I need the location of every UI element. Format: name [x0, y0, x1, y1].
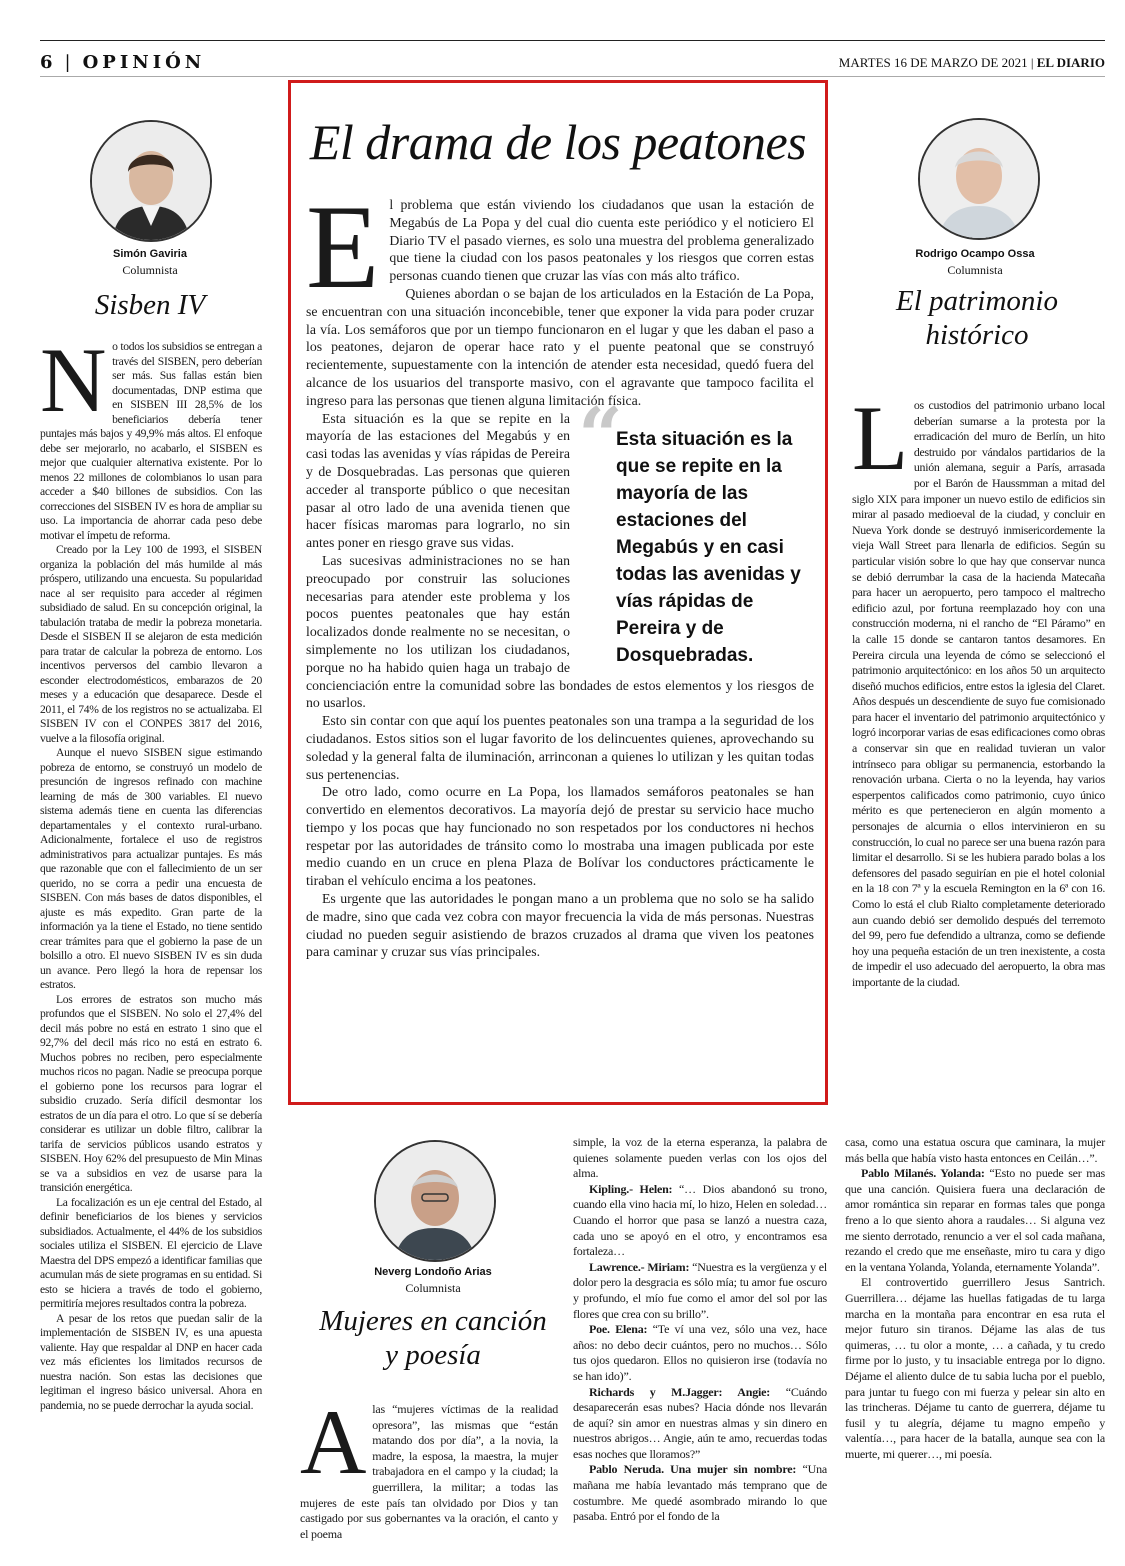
title-line-1: El patrimonio [896, 285, 1058, 317]
column-body-sisben [40, 329, 262, 1413]
paragraph: La focalización es un eje central del Estado, al definir beneficiarios de los bienes y servicios subsidiados. Actualmente, el 44% de los subsidios sociales utiliza el SISBEN. El ejercicio de Llave Maestra del DPS empezó a identificar familias que acumulan más de siete programas en su entidad. Si esto se hiciera a través de todo el gobierno, permitiría mejores resultados contra la pobreza. [40, 1195, 262, 1310]
paragraph: Creado por la Ley 100 de 1993, el SISBEN organiza la población del más humilde al más próspero, utilizando una encuesta. Su popularidad nace al ser requisito para acceder al régimen subsidiado de salud. En su concepción original, la tabulación trataba de medir la pobreza monetaria. Desde el SISBEN II se alejaron de esta medición para tratar de calcular la pobreza de entorno. Los incentivos perversos del cambio llevaron a esconder electrodomésticos, embarazos de 20 meses y a educación que desaparece. Desde el 2011, el 74% de los registros no se actualizaba. El SISBEN IV con el CONPES 3817 del 2016, vuelve a la filosofía original. [40, 543, 262, 745]
author-photo-simon [90, 120, 212, 242]
paper-name: EL DIARIO [1036, 55, 1105, 70]
paragraph: Es urgente que las autoridades le pongan mano a un problema que no solo se ha salido de madre, sino que cada vez cobra con mayor frecuencia la vida de más personas. Nuestras ciudad no pueden seguir asistiendo de brazos cruzados al drama que viven los peatones para caminar y cruzar sus vías principales. [306, 891, 814, 960]
paragraph: l problema que están viviendo los ciudadanos que usan la estación de Megabús de La Popa y del cual dio cuenta este periódico y el noticiero El Diario TV el pasado viernes, es solo una muestra del problema generalizado que tiene la ciudad con los pasos peatonales y los riesgos que corren estas personas cuando tienen que cruzar las vías con más alto tráfico. [389, 197, 814, 284]
column-title-sisben: Sisben IV [94, 289, 206, 321]
paragraph: Aunque el nuevo SISBEN sigue estimando pobreza de entorno, se construyó un modelo de presunción de ingresos refinado con machine learning de más de 300 variables. El nuevo sistema además tiene en cuenta las diferencias departamentales y el contexto rural-urbano. Adicionalmente, fortalece el uso de registros administrativos para actualizar puntajes. Es más que razonable que con el fallecimiento de un ser querido, no se corra a pedir una encuesta de SISBEN. Con más bases de datos disponibles, el ajuste es más expedito. Gran parte de la información ya la tiene el Estado, no tiene sentido crear trámites para que el gobierno la pase de un bolsillo a otro. El nuevo SISBEN IV es sin duda un avance. Pero llegó la hora de repensar los estratos. [40, 746, 262, 991]
portrait-icon [376, 1142, 494, 1260]
author-role-neverg: Columnista [405, 1281, 461, 1295]
pull-quote [578, 390, 814, 666]
author-photo-rodrigo [918, 118, 1040, 240]
header-bottom-rule [40, 76, 1105, 77]
paragraph: casa, como una estatua oscura que caminara, la mujer más bella que había visto hasta entonces en Ceilán…”. [845, 1135, 1105, 1165]
paragraph: A pesar de los retos que puedan salir de la implementación de SISBEN IV, es una apuesta valiente. Hay que respaldar al DNP en hacer cada vez más eficientes los limitados recursos de nuestra nación. Son estas las decisiones que legitiman el ingreso básico universal. Ahora en pandemia, no se puede derrochar la ayuda social. [40, 1311, 262, 1412]
paragraph: Esta situación es la que se repite en la mayoría de las estaciones del Megabús y en casi todas las avenidas y vías rápidas de Pereira y de Dosquebradas. Las personas que quieren acceder al transporte público o que necesitan pasar al otro lado de una avenida tienen que hacer físicas maromas para lograrlo, no sin antes poner en riesgo grave sus vidas. [306, 410, 570, 551]
main-article-body [306, 180, 814, 961]
author-name-rodrigo: Rodrigo Ocampo Ossa [915, 248, 1035, 260]
quote-mark-icon: “ [578, 390, 623, 482]
paragraph: simple, la voz de la eterna esperanza, la palabra de quienes solamente pueden verlas con los ojos del alma. [573, 1135, 827, 1181]
paragraph: os custodios del patrimonio urbano local deberían sumarse a la protesta por la erradicación del muro de Berlín, un hito destruido por vándalos partidarios de la unión alemana, seguir a París, arrasada por el Barón de Haussmman a mitad del siglo XIX para imponer un nuevo estilo de edificios sin mirar al pasado medioeval de la ciudad, y concluir en Nueva York donde se destruyó inmisericordemente la vieja Wall Street para llenarla de edificios. Según su particular visión sobre lo que hay que conservar nunca se debió derrumbar la casa de la hacienda Matecaña para hacer un aeropuerto, pero tampoco el maltrecho edificio azul, por fortuna reemplazado hoy con una construcción moderna, ni el rancho de “El Páramo” en la calle 15 donde se cantaron tantos desamores. En Pereira circula una leyenda de cómo se seleccionó el patrimonio arquitectónico: en los años 50 un arquitecto diseñó muchos edificios, entre estos la iglesia del Claret. Años después un descendiente de suyo fue comisionado para hacer el inventario del patrimonio arquitectónico y logró incorporar varias de esas edificaciones como obras a conservar sin que en realidad tuvieran un valor intrínseco para obligar su permanencia, estorbando la renovación urbana. Cierta o no la leyenda, hay varios esperpentos calificados como patrimonio, cuyo único mérito es que pertenecieron en algún momento a personajes de alcurnia o ellos intervinieron en su construcción, lo cual no parece ser una buena razón para limitar el desarrollo. Si se les hubiera parado bolas a los defensores del pasado seguirían en pie el hotel colonial en la 18 con 7ª y la escuela Remington en la 6ª con 16. Como lo está el club Rialto completamente deteriorado aun cuando debió ser demolido después del terremoto del 99, pero fue defendido a ultranza, como se defiende hoy una pequeña estación de un tren inexistente, a costa de impedir el uso adecuado del aeropuerto, la obra mas importante de la ciudad. [852, 398, 1105, 989]
dateline: MARTES 16 DE MARZO DE 2021 | EL DIARIO [838, 55, 1105, 70]
paragraph: Los errores de estratos son mucho más profundos que el SISBEN. No solo el 27,4% del decil más pobre no está en estrato 1 sino que el 92,7% del decil más rico no está en estrato 6. Muchos pobres no reciben, pero especialmente muchos ricos no pagan. Nadie se preocupa porque el gobierno pone los recursos para lograr el subsidio cruzado. Sería difícil desmontar los estratos de un día para el otro. Lo que sí se debería considerar es utilizar un doble filtro, calibrar la tarifa de servicios públicos usando estratos y SISBEN. Hoy 62% del presupuesto de Min Minas se va a subsidios en vez de usarse para la transición energética. [40, 992, 262, 1194]
paragraph: Kipling.- Helen: “… Dios abandonó su trono, cuando ella vino hacia mí, lo hizo, Helen en soledad… Cuando el horror que pasa se lanzó a nuestra caza, cada uno se apoyó en el otro, y encontramos esa fortaleza… [573, 1181, 827, 1259]
title-line-1: Mujeres en canción [319, 1305, 547, 1337]
column-body-mujeres-3 [845, 1135, 1105, 1462]
author-name-simon: Simón Gaviria [113, 248, 187, 260]
drop-cap: L [852, 387, 908, 489]
paragraph: Las sucesivas administraciones no se han preocupado por construir las soluciones necesarias para atender este problema y los pocos puentes peatonales que hay están localizados donde realmente no se necesitan, o simplemente no los utilizan los ciudadanos, porque no ha habido quien haga un trabajo de concienciación entre la comunidad sobre las bondades de estos elementos y los riesgos de no usarlos. [306, 552, 814, 711]
page-folio [40, 52, 205, 73]
paragraph: Poe. Elena: “Te ví una vez, sólo una vez, hace años: no debo decir cuántos, pero no muchos… Sólo tus ojos quedaron. Ellos no quisieron irse (todavía no se han ido)”. [573, 1322, 827, 1383]
column-title-mujeres [300, 1304, 566, 1372]
drop-cap: N [40, 329, 107, 431]
drop-cap: E [306, 180, 380, 313]
paragraph: Pablo Neruda. Una mujer sin nombre: “Una mañana me había levantado más temprano que de costumbre. Me quedé asombrado mirando lo que pasaba. Entró por el fondo de la [573, 1462, 827, 1524]
column-body-mujeres-2 [573, 1135, 827, 1525]
section-name: OPINIÓN [82, 52, 206, 73]
paragraph: las “mujeres víctimas de la realidad opresora”, las mismas que “están matando dos por día”, a la novia, la madre, la esposa, la maestra, la mujer trabajadora en el campo y la ciudad; la guerrillera, la militar; a todas las mujeres de este país tan olvidado por Dios y tan castigado por sus gobernantes va la oración, el canto y el poema [300, 1402, 558, 1541]
drop-cap: A [300, 1391, 367, 1493]
column-body-patrimonio [852, 387, 1105, 991]
paragraph: Quienes abordan o se bajan de los articulados en la Estación de La Popa, se encuentran con una situación inconcebible, tener que exponer la vida para poder cruzar la vía. Los semáforos que por un tiempo funcionaron en el lugar y que les daban el paso a los peatones, dejaron de operar hace rato y el puente peatonal que se construyó recientemente, supuestamente con la intención de atender esta necesidad, quedó fuera del alcance de los usuarios del transporte masivo, con el agravante que tampoco facilita el ingreso para las personas que tienen alguna limitación física. [306, 285, 814, 408]
paragraph: Lawrence.- Miriam: “Nuestra es la vergüenza y el dolor pero la desgracia es sólo mía; tu amor fue oscuro y profundo, el mío fue como el amor del sol por las flores que crea con su brillo”. [573, 1259, 828, 1321]
page-number: 6 [40, 52, 57, 73]
column-title-patrimonio [862, 284, 1092, 352]
paragraph: o todos los subsidios se entregan a través del SISBEN, pero deberían ser más. Sus fallas están bien documentadas, DNP estima que en SISBEN III 28,5% de los beneficiarios debería tener puntajes más bajos y 49,9% más altos. El enfoque debe ser mejorarlo, no acabarlo, el SISBEN es mejor que cualquier alternativa existente. Por lo menos 22 millones de colombianos lo usan para acceder a $40 billones de subsidios. Con las correcciones del SISBEN IV es hora de ampliar su uso. La importancia de ahorrar cada peso debe motivar el ímpetu de reforma. [40, 340, 262, 542]
paragraph: Esto sin contar con que aquí los puentes peatonales son una trampa a la seguridad de los ciudadanos. Estos sitios son el lugar favorito de los delincuentes quienes, aprovechando su soledad y la general falta de iluminación, arrinconan a quienes lo utilizan y les quitan todas sus pertenencias. [306, 713, 814, 782]
main-article-title: El drama de los peatones [309, 114, 807, 170]
title-line-2: y poesía [385, 1339, 481, 1371]
paragraph: El controvertido guerrillero Jesus Santrich. Guerrillera… déjame las huellas fatigadas de tu larga marcha en la montaña para encontrar en esa ruta el mejor futuro sin tiranos. Déjame las alas de tus quimeras, … tu olor a monte, … a cañada, y tu credo firme por lo justo, y tu insaciable entrega por lo digno. Déjame el aliento dulce de tu sabia lucha por el pueblo, para juntar tu fuego con mi fuerza y pelear sin alto en las trincheras. Déjame tu canto de guerrera, déjame tu fusil y tu alegría, déjame tu magno empeño y valentía…, para hacer de la batalla, aunque sea con la muerte, mi querer…, mi poesía. [845, 1275, 1105, 1461]
portrait-icon [92, 122, 210, 240]
pull-quote-top: Esta situación es la que se repite [616, 428, 793, 477]
author-role-simon: Columnista [122, 263, 178, 277]
date-text: MARTES 16 DE MARZO DE 2021 [838, 55, 1028, 70]
column-body-mujeres-1 [300, 1391, 558, 1542]
title-line-2: histórico [925, 319, 1029, 351]
paragraph: De otro lado, como ocurre en La Popa, los llamados semáforos peatonales se han convertido en elementos decorativos. La mayoría dejó de prestar su servicio hace mucho tiempo y los pocas que hay funcionado no son respetados por los conductores ni hechos respetar por las autoridades de tránsito como lo mostraba una imagen publicada por este medio cuando en un cruce en plena Plaza de Bolívar los conductores prácticamente le tiraban el vehículo encima a los peatones. [306, 784, 814, 889]
pull-quote-bottom: en la mayoría de las estaciones del Megabús y en casi todas las avenidas y vías rápidas de Pereira y de Dosquebradas. [616, 455, 801, 666]
folio-separator: | [64, 52, 75, 73]
paragraph: Richards y M.Jagger: Angie: “Cuándo desaparecerán esas nubes? Hacia dónde nos llevarán de aquí? sin amor en nuestras almas y sin dinero en nuestros abrigos… Angie, aún te amo, recuerdas todas esas noches que lloramos?” [573, 1384, 827, 1461]
header-top-rule [40, 40, 1105, 41]
author-role-rodrigo: Columnista [947, 263, 1003, 277]
paragraph: Pablo Milanés. Yolanda: “Esto no puede ser mas que una canción. Quisiera fuera una declaración de amor romántica sin reparar en formas tales que ponga freno a lo que siento ahora a raudales… Si alguna vez me siento derrotado, renuncio a ver el sol cada mañana, rezando el credo que me enseñaste, miro tu cara y digo en la ventana Yolanda, Yolanda, eternamente Yolanda”. [845, 1166, 1105, 1274]
author-name-neverg: Neverg Londoño Arias [374, 1266, 492, 1278]
portrait-icon [920, 120, 1038, 238]
author-photo-neverg [374, 1140, 496, 1262]
